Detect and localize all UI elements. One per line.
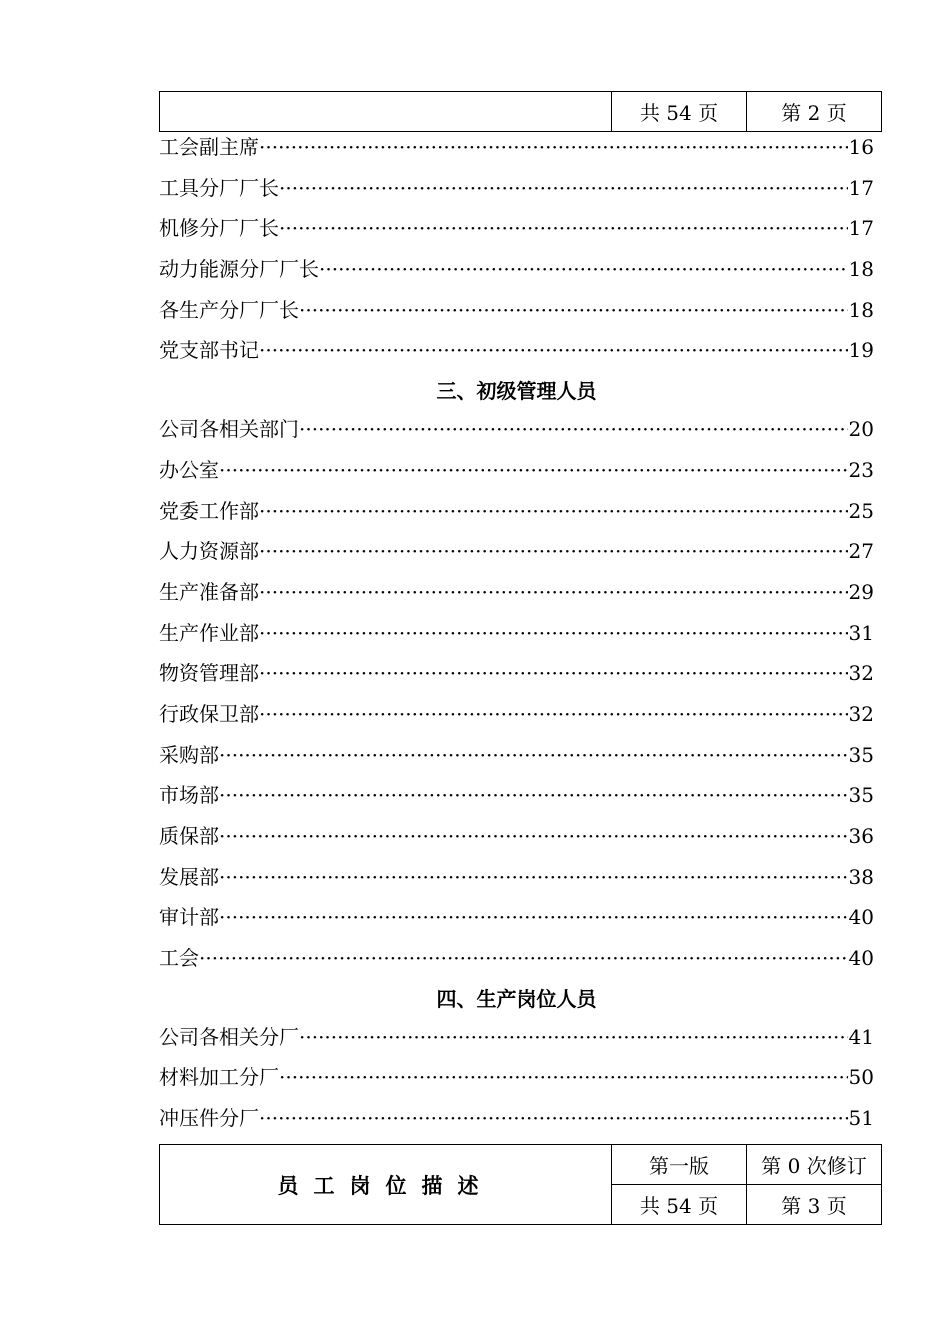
toc-entry — [159, 330, 874, 371]
table-of-contents — [159, 127, 874, 1139]
toc-entry — [159, 1057, 874, 1098]
toc-entry-page: 31 — [848, 620, 874, 645]
toc-entry-page: 23 — [848, 457, 874, 482]
toc-entry-label: 人力资源部 — [159, 539, 259, 564]
toc-entry-label: 各生产分厂厂长 — [159, 297, 299, 322]
toc-dot-leader — [219, 857, 848, 897]
toc-entry-page: 27 — [848, 539, 874, 564]
toc-entry-label: 工具分厂厂长 — [159, 175, 279, 200]
toc-entry-label: 党支部书记 — [159, 338, 259, 363]
toc-entry-page: 20 — [848, 417, 874, 442]
toc-entry-page: 38 — [848, 864, 874, 889]
toc-entry-label: 工会副主席 — [159, 135, 259, 159]
toc-entry-label: 采购部 — [159, 742, 219, 767]
toc-entry — [159, 208, 874, 249]
toc-entry-page: 51 — [848, 1106, 874, 1131]
toc-entry-page: 35 — [848, 783, 874, 808]
toc-entry-label: 公司各相关部门 — [159, 417, 299, 442]
toc-dot-leader — [259, 531, 848, 571]
toc-dot-leader — [219, 897, 848, 937]
toc-entry-page: 36 — [848, 824, 874, 848]
toc-entry-label: 材料加工分厂 — [159, 1065, 279, 1090]
toc-entry-page: 40 — [848, 905, 874, 930]
toc-entry-label: 物资管理部 — [159, 661, 259, 686]
toc-entry-label: 机修分厂厂长 — [159, 216, 279, 241]
toc-entry-label: 行政保卫部 — [159, 701, 259, 726]
toc-entry-label: 冲压件分厂 — [159, 1106, 259, 1131]
toc-dot-leader — [299, 409, 848, 449]
toc-entry — [159, 735, 874, 776]
toc-dot-leader — [219, 816, 848, 856]
toc-dot-leader — [259, 491, 848, 531]
revision-cell: 第 0 次修订 — [747, 1145, 882, 1185]
toc-entry-page: 17 — [848, 216, 874, 241]
section-heading-4: 四、生产岗位人员 — [436, 986, 597, 1011]
toc-dot-leader — [279, 1057, 848, 1097]
toc-entry-page: 35 — [848, 742, 874, 767]
toc-entry — [159, 1098, 874, 1139]
toc-entry-label: 质保部 — [159, 824, 219, 848]
toc-entry-page: 19 — [848, 338, 874, 363]
toc-entry — [159, 1017, 874, 1058]
toc-entry — [159, 816, 874, 857]
toc-dot-leader — [219, 735, 848, 775]
toc-entry — [159, 653, 874, 694]
toc-entry-label: 生产准备部 — [159, 579, 259, 604]
toc-entry-label: 公司各相关分厂 — [159, 1024, 299, 1049]
toc-entry-label: 生产作业部 — [159, 620, 259, 645]
toc-entry-page: 32 — [848, 661, 874, 686]
toc-entry-label: 党委工作部 — [159, 498, 259, 523]
footer-page-number: 第 3 页 — [747, 1185, 882, 1225]
header-total-pages: 共 54 页 — [612, 92, 747, 132]
toc-dot-leader — [259, 330, 848, 370]
toc-entry-page: 50 — [848, 1065, 874, 1090]
toc-dot-leader — [299, 290, 848, 330]
toc-entry-page: 25 — [848, 498, 874, 523]
toc-dot-leader — [279, 168, 848, 208]
toc-entry-page: 18 — [848, 257, 874, 282]
toc-dot-leader — [199, 938, 848, 978]
toc-entry — [159, 531, 874, 572]
toc-entry-page: 18 — [848, 297, 874, 322]
toc-entry-label: 工会 — [159, 946, 199, 971]
toc-entry-page: 41 — [848, 1024, 874, 1049]
toc-entry-page: 40 — [848, 946, 874, 971]
toc-entry-page: 17 — [848, 175, 874, 200]
header-page-number: 第 2 页 — [747, 92, 882, 132]
toc-entry-label: 审计部 — [159, 905, 219, 930]
toc-dot-leader — [259, 1098, 848, 1138]
page-header-table — [159, 91, 882, 132]
toc-entry-label: 发展部 — [159, 864, 219, 889]
toc-entry — [159, 938, 874, 979]
toc-entry — [159, 127, 874, 168]
toc-entry — [159, 168, 874, 209]
toc-entry — [159, 572, 874, 613]
toc-group-3 — [159, 1017, 874, 1139]
toc-entry — [159, 450, 874, 491]
next-page-header-table — [159, 1144, 882, 1225]
header-blank-cell — [160, 92, 612, 132]
toc-entry-label: 动力能源分厂厂长 — [159, 257, 319, 282]
edition-cell: 第一版 — [612, 1145, 747, 1185]
toc-group-2 — [159, 409, 874, 979]
toc-dot-leader — [259, 572, 848, 612]
toc-dot-leader — [259, 653, 848, 693]
toc-dot-leader — [259, 613, 848, 653]
toc-entry — [159, 290, 874, 331]
toc-entry-page: 32 — [848, 701, 874, 726]
toc-entry-page: 16 — [848, 135, 874, 159]
toc-entry-page: 29 — [848, 579, 874, 604]
toc-dot-leader — [259, 694, 848, 734]
toc-dot-leader — [299, 1017, 848, 1057]
toc-entry-label: 办公室 — [159, 457, 219, 482]
footer-total-pages: 共 54 页 — [612, 1185, 747, 1225]
section-heading-3: 三、初级管理人员 — [436, 379, 597, 404]
toc-dot-leader — [259, 127, 848, 167]
toc-entry — [159, 857, 874, 898]
toc-entry — [159, 694, 874, 735]
toc-entry — [159, 897, 874, 938]
toc-entry — [159, 775, 874, 816]
toc-entry — [159, 613, 874, 654]
toc-dot-leader — [319, 249, 848, 289]
toc-dot-leader — [279, 208, 848, 248]
toc-entry — [159, 491, 874, 532]
toc-dot-leader — [219, 775, 848, 815]
toc-entry — [159, 409, 874, 450]
document-title: 员工岗位描述 — [160, 1145, 612, 1225]
toc-entry-label: 市场部 — [159, 783, 219, 808]
toc-group-1 — [159, 127, 874, 371]
toc-entry — [159, 249, 874, 290]
toc-dot-leader — [219, 450, 848, 490]
